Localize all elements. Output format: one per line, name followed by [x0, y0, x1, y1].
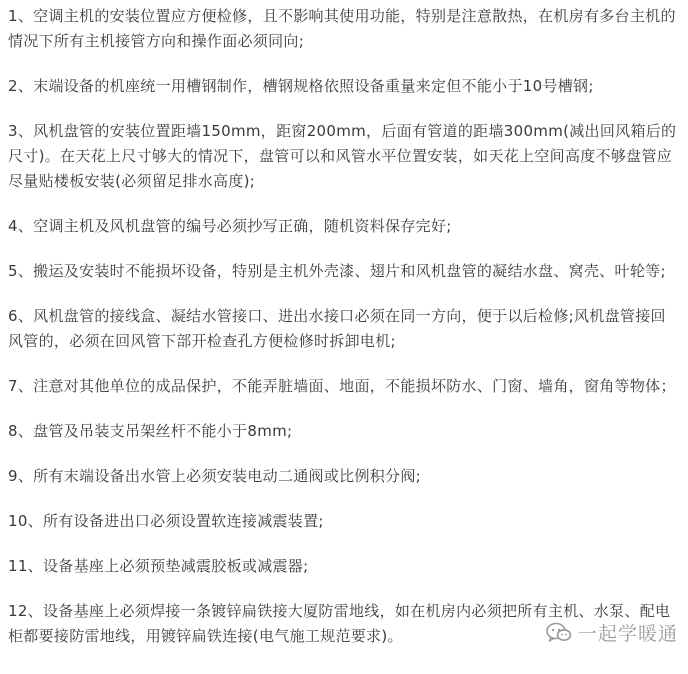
list-item-3: 3、风机盘管的安装位置距墙150mm，距窗200mm，后面有管道的距墙300mm(减出回风箱后的尺寸)。在天花上尺寸够大的情况下，盘管可以和风管水平位置安装，如天花上空间高度不够盘管应尽量贴楼板安装(必须留足排水高度);	[8, 122, 677, 190]
document-body	[8, 4, 680, 649]
list-item-9: 9、所有末端设备出水管上必须安装电动二通阀或比例积分阀;	[8, 467, 421, 485]
list-item-1: 1、空调主机的安装位置应方便检修，且不影响其使用功能，特别是注意散热，在机房有多台主机的情况下所有主机接管方向和操作面必须同向;	[8, 7, 676, 50]
list-item-7: 7、注意对其他单位的成品保护，不能弄脏墙面、地面，不能损坏防水、门窗、墙角，窗角等物体；	[8, 377, 676, 395]
watermark-text: 一起学暖通	[577, 623, 678, 645]
list-item-8: 8、盘管及吊装支吊架丝杆不能小于8mm;	[8, 422, 293, 440]
wechat-icon	[546, 622, 572, 644]
list-item-2: 2、末端设备的机座统一用槽钢制作，槽钢规格依照设备重量来定但不能小于10号槽钢;	[8, 77, 594, 95]
list-item-5: 5、搬运及安装时不能损坏设备，特别是主机外壳漆、翅片和风机盘管的凝结水盘、窝壳、叶轮等;	[8, 262, 666, 280]
list-item-6: 6、风机盘管的接线盒、凝结水管接口、进出水接口必须在同一方向，便于以后检修;风机盘管接回风管的，必须在回风管下部开检查孔方便检修时拆卸电机;	[8, 307, 666, 350]
list-item-12: 12、设备基座上必须焊接一条镀锌扁铁接大厦防雷地线，如在机房内必须把所有主机、水泵、配电柜都要接防雷地线，用镀锌扁铁连接(电气施工规范要求)。	[8, 602, 671, 645]
list-item-4: 4、空调主机及风机盘管的编号必须抄写正确，随机资料保存完好;	[8, 217, 452, 235]
watermark	[546, 619, 678, 646]
list-item-11: 11、设备基座上必须预垫减震胶板或减震器;	[8, 557, 309, 575]
list-item-10: 10、所有设备进出口必须设置软连接减震装置;	[8, 512, 324, 530]
